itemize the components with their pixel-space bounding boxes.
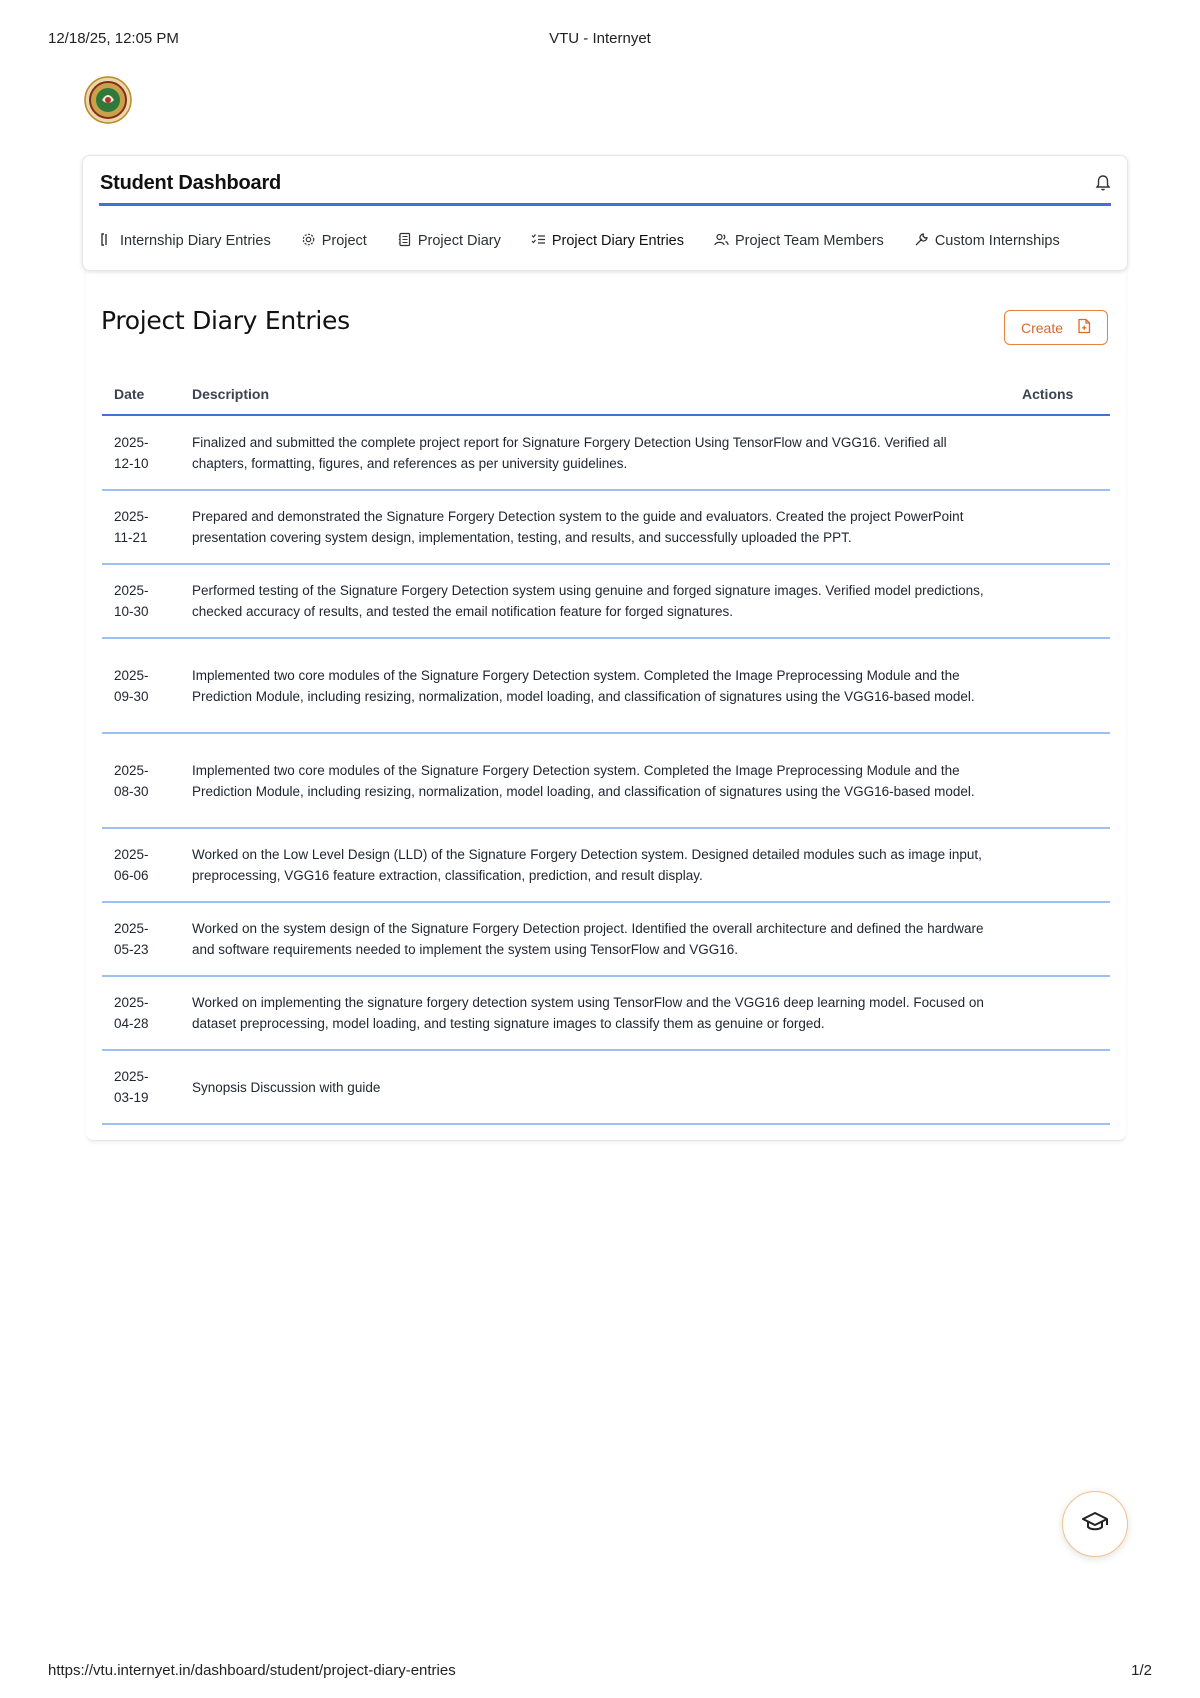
entry-date: 2025- 11-21: [114, 509, 149, 545]
nav-project-diary[interactable]: [397, 232, 501, 251]
entry-description: Prepared and demonstrated the Signature Forgery Detection system to the guide and evaluators. Created the project PowerPoint presentation covering system design, implementation, testing, and results, and successfully uploaded the PPT.: [192, 509, 964, 545]
wrench-icon: [914, 232, 929, 251]
entry-description: Synopsis Discussion with guide: [192, 1079, 381, 1095]
help-fab-button[interactable]: [1062, 1491, 1128, 1557]
print-footer: [48, 1662, 1152, 1682]
users-icon: [714, 232, 729, 251]
graduation-cap-icon: [1081, 1508, 1109, 1541]
table-row[interactable]: [102, 977, 1110, 1051]
entry-description: Implemented two core modules of the Signature Forgery Detection system. Completed the Image Preprocessing Module and the Prediction Module, including resizing, normalization, model loading, and classification of signatures using the VGG16-based model.: [192, 762, 975, 799]
entry-date: 2025- 08-30: [114, 762, 149, 799]
nav-custom-internships[interactable]: [914, 232, 1060, 251]
table-row[interactable]: [102, 734, 1110, 829]
bell-icon[interactable]: [1095, 174, 1111, 192]
table-row[interactable]: [102, 416, 1110, 491]
table-row[interactable]: [102, 829, 1110, 903]
nav-label: Custom Internships: [934, 233, 1060, 249]
page-title: Project Diary Entries: [101, 306, 350, 335]
nav-project-team-members[interactable]: [714, 232, 884, 251]
table-row[interactable]: [102, 639, 1110, 734]
print-page-title: VTU - Internyet: [549, 30, 651, 47]
nav-project[interactable]: [301, 232, 367, 251]
entry-date: 2025- 06-06: [114, 847, 149, 883]
nav-label: Project Diary Entries: [551, 233, 684, 249]
table-header: [102, 380, 1110, 416]
gear-icon: [301, 232, 316, 251]
column-header-description[interactable]: Description: [192, 386, 270, 402]
nav-label: Project: [321, 233, 367, 249]
entry-date: 2025- 09-30: [114, 667, 149, 704]
print-page-number: 1/2: [1131, 1662, 1152, 1679]
nav-internship-diary-entries[interactable]: [99, 232, 271, 251]
print-url: https://vtu.internyet.in/dashboard/student/project-diary-entries: [48, 1662, 456, 1679]
column-header-actions: Actions: [1022, 386, 1074, 402]
print-header: [48, 30, 1152, 50]
table-row[interactable]: [102, 565, 1110, 639]
table-row[interactable]: [102, 903, 1110, 977]
header-divider: [99, 203, 1111, 206]
entry-date: 2025- 10-30: [114, 583, 149, 619]
entry-date: 2025- 12-10: [114, 435, 149, 471]
entry-description: Performed testing of the Signature Forgery Detection system using genuine and forged signature images. Verified model predictions, checked accuracy of results, and tested the email notification feature for forged signatures.: [192, 583, 984, 619]
bracket-icon: [99, 232, 114, 251]
entry-description: Finalized and submitted the complete project report for Signature Forgery Detection Using TensorFlow and VGG16. Verified all chapters, formatting, figures, and references as per university guidelines.: [192, 435, 947, 471]
create-label: Create: [1020, 319, 1064, 336]
nav-label: Project Team Members: [735, 233, 884, 249]
entry-description: Worked on the system design of the Signature Forgery Detection project. Identified the overall architecture and defined the hardware and software requirements needed to implement the system using TensorFlow and VGG16.: [192, 921, 984, 957]
create-button[interactable]: [1004, 310, 1108, 345]
column-header-date[interactable]: Date: [114, 386, 145, 402]
dashboard-nav: [99, 230, 1111, 252]
nav-project-diary-entries[interactable]: [531, 232, 684, 251]
university-logo[interactable]: [84, 76, 132, 124]
entry-date: 2025- 05-23: [114, 921, 149, 957]
file-plus-icon: [1077, 318, 1091, 337]
table-row[interactable]: [102, 491, 1110, 565]
entry-date: 2025- 04-28: [114, 995, 149, 1031]
nav-label: Project Diary: [417, 233, 501, 249]
entry-date: 2025- 03-19: [114, 1069, 149, 1105]
entry-description: Implemented two core modules of the Signature Forgery Detection system. Completed the Image Preprocessing Module and the Prediction Module, including resizing, normalization, model loading, and classification of signatures using the VGG16-based model.: [192, 667, 975, 704]
dashboard-title: Student Dashboard: [100, 172, 282, 194]
list-check-icon: [531, 232, 546, 251]
nav-label: Internship Diary Entries: [120, 233, 271, 249]
print-datetime: 12/18/25, 12:05 PM: [48, 30, 179, 47]
table-row[interactable]: [102, 1051, 1110, 1125]
diary-entries-table: [102, 380, 1110, 1125]
entry-description: Worked on implementing the signature forgery detection system using TensorFlow and the VGG16 deep learning model. Focused on dataset preprocessing, model loading, and testing signature images to classify them as genuine or forged.: [192, 995, 984, 1031]
entry-description: Worked on the Low Level Design (LLD) of the Signature Forgery Detection system. Designed detailed modules such as image input, preprocessing, VGG16 feature extraction, classification, prediction, and result display.: [192, 847, 982, 883]
notebook-icon: [397, 232, 412, 251]
dashboard-header-card: [82, 155, 1128, 271]
